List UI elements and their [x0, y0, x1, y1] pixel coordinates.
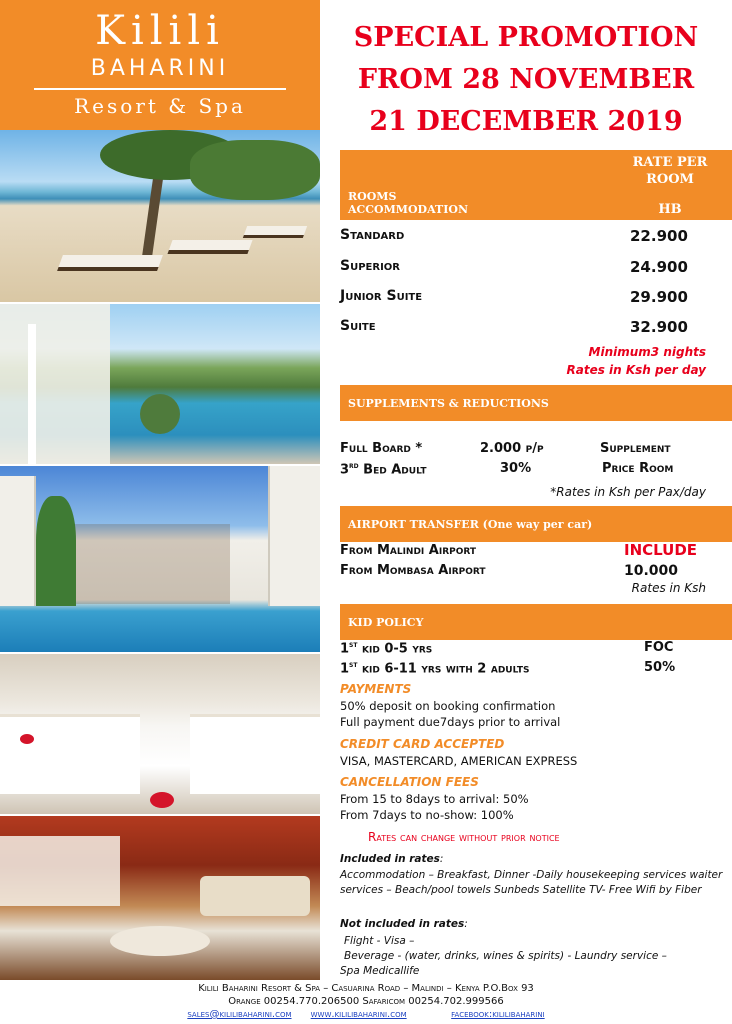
massage-table: [0, 714, 140, 794]
spacer: [410, 1009, 448, 1020]
kid-policy-row-1: [340, 640, 432, 656]
credit-card-heading: CREDIT CARD ACCEPTED: [340, 737, 505, 751]
transfer-value-mombasa: 10.000: [624, 563, 679, 579]
logo-line-2: BAHARINI: [90, 56, 230, 81]
sunbed: [57, 255, 163, 271]
supplement-value: 30%: [500, 461, 532, 476]
rates-change-notice: Rates can change without prior notice: [368, 830, 560, 844]
supplements-note: *Rates in Ksh per Pax/day: [550, 485, 706, 499]
promo-title-line-3: 21 DECEMBER 2019: [369, 106, 683, 137]
room-rate: 22.900: [630, 227, 688, 245]
cancellation-line-2: From 7days to no-show: 100%: [340, 808, 514, 822]
ordinal-number: 3: [340, 462, 350, 478]
sunbed: [167, 240, 252, 254]
room-rate: 32.900: [630, 318, 688, 336]
potted-plant: [140, 394, 180, 434]
not-included-line-1: Flight - Visa –: [344, 935, 415, 947]
sunbed: [243, 226, 307, 238]
building-windows: [70, 524, 230, 604]
kid-policy-label: kid 0-5 yrs: [357, 641, 433, 657]
supplement-value: 2.000 p/p: [480, 441, 544, 456]
room-name: Junior Suite: [340, 288, 423, 304]
payments-heading: PAYMENTS: [340, 682, 412, 696]
room-name: Standard: [340, 227, 405, 243]
cancellation-heading: CANCELLATION FEES: [340, 775, 479, 789]
kid-policy-value: FOC: [644, 640, 674, 655]
spa-photo: [0, 654, 320, 814]
ordinal-suffix: rd: [349, 461, 359, 470]
facebook-link[interactable]: facebook:kililibaharini: [451, 1009, 545, 1020]
kid-policy-value: 50%: [644, 660, 676, 675]
supplements-header: SUPPLEMENTS & REDUCTIONS: [340, 385, 732, 421]
flower: [20, 734, 34, 744]
ordinal-suffix: st: [349, 660, 358, 669]
spacer: [295, 1009, 308, 1020]
kid-policy-row-2: [340, 660, 529, 676]
footer-phones: Orange 00254.770.206500 Safaricom 00254.702.999566: [228, 996, 504, 1007]
kid-policy-header: KID POLICY: [340, 604, 732, 640]
transfer-note: Rates in Ksh: [631, 581, 706, 595]
cancellation-line-1: From 15 to 8days to arrival: 50%: [340, 792, 529, 806]
left-column: [0, 0, 320, 980]
rooms-header: [348, 190, 468, 216]
palm-fronds-2: [190, 140, 320, 200]
room-label: ROOM: [646, 172, 694, 187]
suite-photo: [0, 816, 320, 980]
supplement-label: Bed Adult: [358, 462, 427, 478]
supplement-label: Full Board *: [340, 441, 423, 456]
not-included-line-2: Beverage - (water, drinks, wines & spirits) - Laundry service –: [344, 950, 667, 962]
not-included-colon: :: [464, 918, 468, 930]
supplement-row-full-board: [340, 441, 422, 456]
footer-address: Kilili Baharini Resort & Spa – Casuarina Road – Malindi – Kenya P.O.Box 93: [198, 983, 534, 994]
supplement-type: Supplement: [600, 441, 671, 456]
hb-header: HB: [658, 202, 682, 217]
minimum-nights-note: Minimum3 nights: [588, 345, 706, 359]
payments-line-2: Full payment due7days prior to arrival: [340, 715, 561, 729]
transfer-header: AIRPORT TRANSFER (One way per car): [340, 506, 732, 542]
not-included-heading: [340, 918, 468, 930]
website-link[interactable]: www.kililibaharini.com: [310, 1009, 407, 1020]
rates-currency-note: Rates in Ksh per day: [566, 363, 706, 377]
rooms-label: ROOMS: [348, 190, 397, 203]
room-name: Superior: [340, 258, 400, 274]
not-included-line-3: Spa Medicallife: [340, 965, 420, 977]
logo-line-1: Kilili: [95, 8, 225, 54]
supplement-type: Price Room: [602, 461, 674, 476]
email-link[interactable]: sales@kililibaharini.com: [187, 1009, 292, 1020]
building-photo: [0, 466, 320, 652]
side-building: [0, 476, 36, 606]
canopy-bed: [0, 836, 120, 906]
right-column: [320, 0, 732, 980]
credit-card-line: VISA, MASTERCARD, AMERICAN EXPRESS: [340, 754, 578, 768]
side-building: [268, 466, 320, 606]
included-text: Accommodation – Breakfast, Dinner -Daily housekeeping services waiter services – Beach/pool towels Sunbeds Satellite TV- Free Wifi by Fiber: [340, 869, 723, 896]
flower: [150, 792, 174, 808]
room-name: Suite: [340, 318, 376, 334]
logo-rule: [34, 88, 286, 90]
room-rate: 24.900: [630, 258, 688, 276]
transfer-label-mombasa: From Mombasa Airport: [340, 563, 486, 578]
kid-policy-label: kid 6-11 yrs with 2 adults: [357, 661, 530, 677]
sofa: [200, 876, 310, 916]
accommodation-label: ACCOMMODATION: [348, 203, 469, 216]
room-rate: 29.900: [630, 288, 688, 306]
included-heading: [340, 853, 443, 865]
included-colon: :: [439, 853, 444, 865]
rates-table-header: [340, 150, 732, 220]
logo-line-3: Resort & Spa: [74, 94, 246, 118]
resort-logo: [0, 0, 320, 130]
promo-title-line-1: SPECIAL PROMOTION: [353, 22, 699, 53]
massage-table: [190, 714, 320, 794]
not-included-title: Not included in rates: [340, 918, 465, 930]
ordinal-number: 1: [340, 641, 350, 657]
beach-photo: [0, 130, 320, 302]
pool-photo: [0, 304, 320, 464]
ordinal-suffix: st: [349, 640, 358, 649]
ordinal-number: 1: [340, 661, 350, 677]
payments-line-1: 50% deposit on booking confirmation: [340, 699, 556, 713]
gazebo: [0, 304, 110, 464]
footer: [0, 982, 732, 1021]
footer-links: [0, 1008, 732, 1021]
transfer-label-malindi: From Malindi Airport: [340, 543, 477, 558]
rate-per-label: RATE PER: [632, 155, 708, 170]
promo-title-line-2: FROM 28 NOVEMBER: [357, 64, 695, 95]
gazebo-pillar: [28, 324, 36, 464]
transfer-value-malindi: INCLUDE: [624, 541, 698, 559]
rate-header: [620, 154, 720, 188]
garden-tree: [36, 496, 76, 606]
supplement-row-third-bed: [340, 461, 426, 477]
included-title: Included in rates: [340, 853, 440, 865]
daybed: [110, 926, 210, 956]
